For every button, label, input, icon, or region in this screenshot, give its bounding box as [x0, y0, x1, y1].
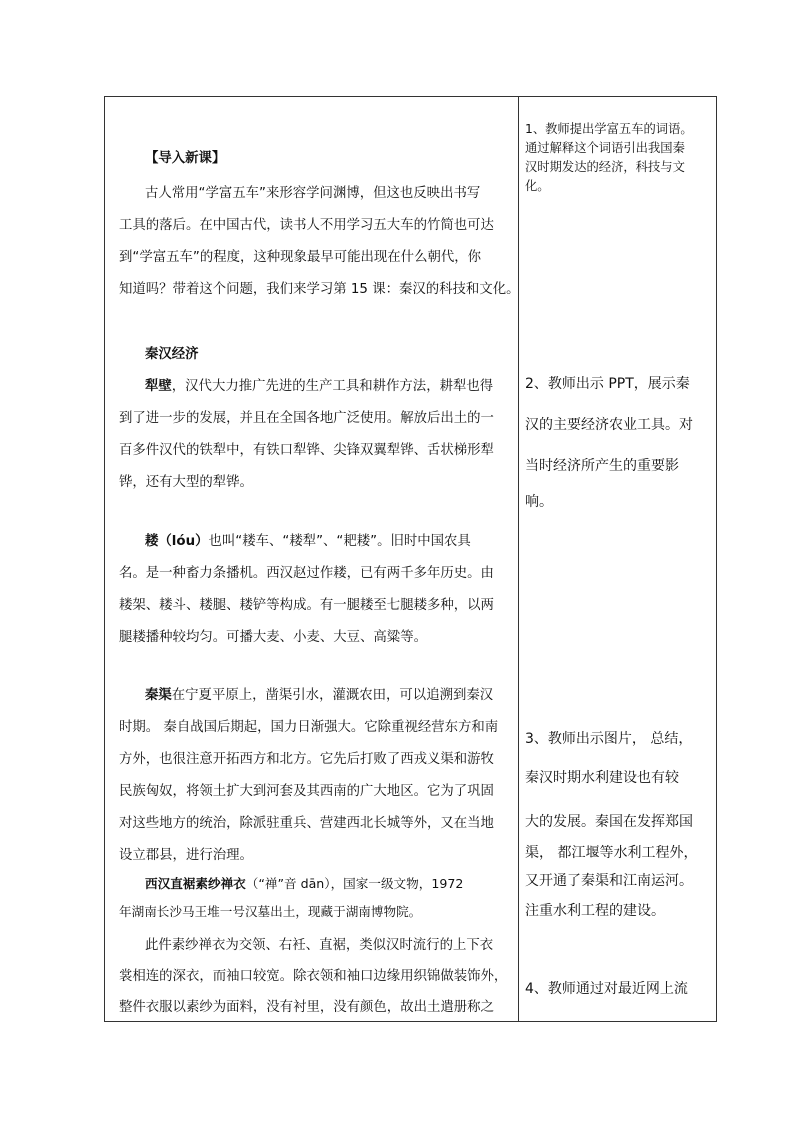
note2-line: 2、教师出示 PPT，展示秦 [525, 376, 690, 392]
lesson-plan-table [104, 96, 717, 1022]
qinqu-paragraph-first [145, 682, 493, 710]
lou-line: 名。是一种畜力条播机。西汉赵过作耧，已有两千多年历史。由 [119, 566, 494, 581]
danyi-term: 西汉直裾素纱禅衣 [145, 876, 246, 891]
qinqu-line: 对这些地方的统治，除派驻重兵、营建西北长城等外，又在当地 [119, 816, 494, 831]
libi-term: 犁壁 [145, 379, 172, 394]
note1-line: 化。 [525, 179, 550, 193]
note3-line: 注重水利工程的建设。 [525, 903, 665, 919]
danyi-desc-line: 此件素纱禅衣为交领、右衽、直裾，类似汉时流行的上下衣 [145, 938, 494, 953]
qinqu-line: 方外，也很注意开拓西方和北方。它先后打败了西戎义渠和游牧 [119, 752, 494, 767]
lou-line: 耧架、耧斗、耧腿、耧铲等构成。有一腿耧至七腿耧多种，以两 [119, 598, 494, 613]
danyi-line: （“禅”音 dān），国家一级文物，1972 [245, 876, 464, 891]
note3-line: 3、教师出示图片， 总结， [525, 731, 693, 747]
note1-line: 汉时期发达的经济，科技与文 [525, 160, 685, 174]
lou-term: 耧（lóu） [145, 534, 209, 549]
note1-line: 1、教师提出学富五车的词语。 [525, 122, 693, 136]
note2-line: 当时经济所产生的重要影 [525, 458, 679, 474]
intro-line: 古人常用“学富五车”来形容学问渊博，但这也反映出书写 [145, 186, 481, 201]
intro-line: 到“学富五车”的程度，这种现象最早可能出现在什么朝代，你 [119, 250, 482, 265]
lou-line: 腿耧播种较均匀。可播大麦、小麦、大豆、高粱等。 [119, 630, 427, 645]
qinqu-line: 民族匈奴，将领土扩大到河套及其西南的广大地区。它为了巩固 [119, 784, 494, 799]
libi-line: 百多件汉代的铁犁中，有铁口犁铧、尖锋双翼犁铧、舌状梯形犁 [119, 443, 494, 458]
danyi-desc-line: 整件衣服以素纱为面料，没有衬里，没有颜色，故出土遣册称之 [119, 1000, 494, 1015]
danyi-line: 年湖南长沙马王堆一号汉墓出土，现藏于湖南博物院。 [119, 904, 422, 919]
libi-line: 铧，还有大型的犁铧。 [119, 475, 253, 490]
qinqu-line: 在宁夏平原上，凿渠引水，灌溉农田，可以追溯到秦汉 [171, 688, 494, 703]
note3-line: 秦汉时期水利建设也有较 [525, 770, 679, 786]
lou-paragraph-first [145, 528, 471, 556]
libi-line: ，汉代大力推广先进的生产工具和耕作方法，耕犁也得 [171, 379, 494, 394]
qinqu-line: 时期。 秦自战国后期起，国力日渐强大。它除重视经营东方和南 [119, 720, 499, 735]
note1-line: 通过解释这个词语引出我国秦 [525, 141, 685, 155]
economy-heading: 秦汉经济 [145, 347, 199, 362]
note2-line: 汉的主要经济农业工具。对 [525, 417, 693, 433]
intro-line: 知道吗？带着这个问题，我们来学习第 15 课：秦汉的科技和文化。 [119, 282, 520, 297]
intro-line: 工具的落后。在中国古代，读书人不用学习五大车的竹简也可达 [119, 218, 494, 233]
libi-line: 到了进一步的发展，并且在全国各地广泛使用。解放后出土的一 [119, 411, 494, 426]
danyi-paragraph-first [145, 870, 463, 898]
note2-line: 响。 [525, 494, 553, 510]
column-divider [518, 97, 519, 1021]
qinqu-line: 设立郡县，进行治理。 [119, 848, 253, 863]
danyi-desc-line: 裳相连的深衣，而袖口较宽。除衣领和袖口边缘用织锦做装饰外， [119, 969, 508, 984]
libi-paragraph-first [145, 373, 493, 401]
note4-line: 4、教师通过对最近网上流 [525, 981, 688, 997]
lou-line: 也叫“耧车、“耧犁”、“耙耧”。旧时中国农具 [208, 534, 471, 549]
note3-line: 又开通了秦渠和江南运河。 [525, 873, 693, 889]
note3-line: 渠， 都江堰等水利工程外， [525, 845, 698, 861]
intro-heading: 【导入新课】 [145, 151, 226, 166]
note3-line: 大的发展。秦国在发挥郑国 [525, 814, 693, 830]
qinqu-term: 秦渠 [145, 688, 172, 703]
